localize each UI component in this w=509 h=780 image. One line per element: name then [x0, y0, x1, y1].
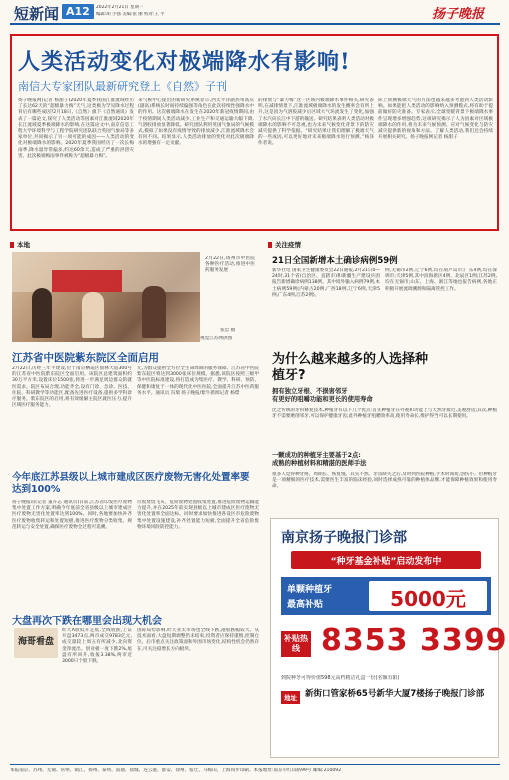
- ad-address: 新街口管家桥65号新华大厦7楼扬子晚报门诊部: [305, 689, 485, 699]
- waste-title: 今年底江苏县级以上城市建成区医疗废物无害化处置率要达到100%: [12, 472, 250, 495]
- ad-amount-text: 5000元: [390, 587, 466, 611]
- lead-col-3: 的排放与“暴力梅”这一区域内极端降水事件相关,研究表明,在减排情景下,江淮流域极端降水的发生概率会有所上升,这是因为气溶胶减少后区域大气环流发生了变化,加强了水汽向长江中下游的输送。研究结果表明人类活动对极端降水的影响不可忽视,也为未来气候变化背景下的防灾减灾提供了科学依据。“研究结果让我们理解了极端天气的一些成因,可以更好地对未来极端降水进行预测。”杨泽作者说。: [258, 98, 374, 147]
- ad-note: 到院种牙可得价值598元高档精洁礼盒一份(名额有限): [281, 675, 400, 681]
- editor-credits: 编辑:胡 小强 美编:张 丽 校对:王 平: [96, 12, 165, 17]
- page-number: A12: [62, 4, 94, 19]
- market-badge-text: 海哥看盘: [18, 637, 55, 647]
- news-photo: [12, 252, 200, 342]
- masthead-rule: [10, 23, 500, 25]
- covid-title: 21日全国新增本土确诊病例59例: [272, 256, 398, 266]
- masthead: [0, 0, 509, 24]
- implant-body-2: 很多人觉得种牙疼、周期长、恢复慢。其实不然。牙齿缺失之后,及时到医院种植,手术时间短,创伤小。但种植牙是一项精细的医疗技术,需要医生丰富的临床经验,同时选择成熟可靠的种植体品牌,才能保障种植效果和使用寿命。: [272, 472, 497, 490]
- ad-amount-box: [281, 577, 491, 615]
- implant-subtitle: 拥有独立牙根、不损害邻牙 有更好的咀嚼功能和更长的使用寿命: [272, 388, 373, 403]
- focus-section-label: 关注疫情: [275, 241, 301, 249]
- footer-rule: [10, 764, 500, 765]
- section-name: 短新闻: [14, 5, 60, 23]
- lead-col-1: 扬子晚报网(记者 杨甜子)2020年夏季我国江淮流域经历了长达62天的“超级暴力梅”天气,这类极为罕见降水过程背后有哪些成因?2月18日,《自然》旗下《自然通讯》发表了一篇论文,探究了人类活动等因素对江淮流域2020年长江流域夏季极端降水的影响,在这篇论文中,南京信息工程大学环境科学与工程学院研究团队联合英国气象局等多家单位,共同揭示了另一项可能的成因——人类活动的变化对极端降水的影响。2020年夏季我国经历了一次长梅雨季,降水量异常偏多,约达60余天,造成了严重的洪涝灾害。此次极端梅雨事件被称为“超级暴力梅”。: [18, 98, 134, 159]
- ad-address-tag: 地址: [281, 691, 300, 704]
- ad-banner: [291, 551, 481, 569]
- market-title: 大盘再次下跌在哪里会出现大机会: [12, 616, 162, 627]
- ad-amount-label-1: 单颗种植牙: [287, 585, 333, 595]
- implant-heading-2: 一颗成功的种植牙主要基于2点: 成熟的种植材料和精湛的医师手法: [272, 452, 367, 467]
- ad-brand: 南京扬子晚报门诊部: [281, 530, 407, 546]
- local-section-header: [10, 240, 30, 249]
- market-body-1: 昨天A股低开走低,全线收跌,上证开盘3473点,两市成交9783亿元,成交量较上周五有所减少,北向资金净流出。创业板一度下跌2%,尾盘有所回升,收报3.38%,两市近3000只个股下跌。: [62, 628, 132, 665]
- waste-body-1: 扬子晚报讯(记者 董卉志 通讯员)日前,江苏省印发医疗废物集中处置工作方案,明确今年底前全省县级以上城市建成区医疗废物无害化处置率达到100%。同时,各地要加快补齐医疗废物收集转运和处置短板,推进医疗废物分类收集、规范转运与安全处置,确保医疗废物全过程可追溯。: [12, 500, 132, 530]
- photo-credit: 张忠 摄: [220, 328, 236, 333]
- lead-col-2: 来气候中心提出的新研究系统显示,西太平洋副热带高压(副高)系统长时间持续偏强等角色在此次持续性强降水中的作用。这次极端降水在发生在2020年新冠疫情期间,由于疫情期间人类活动减少,工业生产和交通运输大幅下降,气溶胶排放显著降低。研究团队利用英国气象局的气候模式,模拟了如果没有疫情导致的排放减少,江淮流域降水会有何不同。结果显示,人类活动排放的变化对此次极端降水的增强有一定贡献。: [138, 98, 254, 147]
- lead-title: 人类活动变化对极端降水有影响!: [18, 49, 351, 75]
- section-marker-icon: [268, 242, 272, 248]
- hospital-body-2: 元,为群众提供全方位全生命周期的服务保障。江苏省中医院紫东院区将达到3000张床位规模。据悉,该院区按照三级甲等中医院标准建设,将打造成为集医疗、教学、科研、预防、保健和康复于一体的现代化中医医院,全面提升江苏中医药服务水平。通讯员 冯瑞 扬子晚报/紫牛新闻记者 杨璟: [137, 366, 259, 396]
- dental-ad: [270, 518, 508, 758]
- photo-caption: 2月22日,扬州市中医院各种医疗活动,推进中医药服务发展: [205, 256, 255, 274]
- implant-title: 为什么越来越多的人选择种植牙?: [272, 352, 429, 383]
- covid-col-1: 新华社电 国家卫生健康委员会22日通报,2月21日0—24时,31个省(自治区、直辖市)和新疆生产建设兵团报告新增确诊病例138例。其中境外输入病例79例,本土病例59例(内蒙古20例,广西18例,辽宁6例,天津5例,广东4例,江苏2例)。: [272, 268, 380, 298]
- local-section-label: 本地: [17, 241, 30, 249]
- ad-hotline-box: [281, 623, 508, 667]
- lead-subtitle: 南信大专家团队最新研究登上《自然》子刊: [18, 80, 227, 93]
- footer-print-info: 本报南京、苏州、无锡、常州、镇江、扬州、泰州、南通、盐城、连云港、淮安、徐州、宿迁、马鞍山、上海同步印刷。本报地址:南京市红山路99号 邮编:210092: [10, 768, 342, 773]
- photo-figure-3: [142, 286, 166, 338]
- photo-figure-1: [32, 288, 52, 338]
- covid-col-2: 例,无锡市2例,辽宁6例,均在葫芦岛市;广东4例,均在深圳市;天津5例,其中滨海新区4例、北辰区1例;江苏2例,均在无锡市;山东、上海、浙江等地也报告病例,各地正积极开展流调溯源和隔离管控工作。: [385, 268, 497, 292]
- waste-body-2: 垃圾焚烧飞灰、危险废物处置收集处置,推进危险废物运输能力提升,并在2025年前实现县级以上城市建成区医疗废物无害化处置率全面达标。同时要求加快推进各设区市危险废物集中处置设施建设,补齐处置能力短板,全面提升全省危险废物环境风险防控能力。: [137, 500, 259, 530]
- ad-amount-value: [369, 581, 487, 611]
- hospital-title: 江苏省中医院紫东院区全面启用: [12, 352, 159, 364]
- ad-amount-label-2: 最高补贴: [287, 600, 324, 610]
- photo-source: 视觉江苏网供图: [200, 336, 233, 341]
- hospital-body-1: 2月22日,历经三年半建设,位于南京栖霞区仙林大道300号的江苏省中医院紫东院区全面启用。该院区总建筑面积约30万平方米,设置床位1500张,将进一步满足周边群众的就医需求。院区布局合理,功能齐全,设有门诊、急诊、医技、住院、科研教学等功能区,配备先进医疗设备,提供多学科诊疗服务。紫东院区的启用,将有效缓解主院区就医压力,提升区域医疗服务能力。: [12, 366, 132, 409]
- newspaper-logo: 扬子晚报: [432, 7, 485, 22]
- issue-date: 2022年2月21日 星期一: [96, 5, 144, 10]
- market-column-badge: [14, 628, 58, 658]
- ad-hotline-number: 8353 3399: [321, 623, 508, 658]
- photo-banner: [52, 270, 122, 292]
- focus-section-header: [268, 240, 301, 249]
- lead-story: [10, 34, 499, 231]
- lead-col-4: 际上预测极端天气的方法也越来越多考虑到人类活动影响。如果能把人类活动的影响纳入预测模式,将有助于提前做好防灾准备。专家表示,全球变暖背景下极端降水事件呈现增多增强趋势,这项研究揭示了人为因素对区域极端降水的作用,将为未来气候预测、应对气候变化与防灾减灾提供新的视角和方法。了解人类活动,我们还会持续开展相关研究。扬子晚报网记者 杨甜子: [378, 98, 493, 141]
- ad-hotline-label: 补贴热线: [281, 631, 311, 657]
- section-marker-icon: [10, 242, 14, 248]
- photo-figure-2: [82, 292, 104, 338]
- market-body-2: 国际局势影响,昨天亚太市场也全线下跌,港股跌幅较大。从技术面看,大盘短期调整仍未结束,投资者应保持谨慎,控制仓位。后市重点关注政策面和外围市场变化,结构性机会仍然存在,可关注稳增长方向板块。: [137, 628, 259, 652]
- implant-body-1: 比之传统的牙科修复技术,种植牙有以下几个优点:首先种植牙在外观和功能上与天然牙接近,美观舒适;其次,种植牙不需要磨削邻牙,可以保护健康牙齿;此外种植牙咀嚼效率高,使用寿命长,维护得当可以长期使用。: [272, 408, 497, 420]
- ad-banner-text: “种牙基金补贴”启动发布中: [330, 557, 442, 567]
